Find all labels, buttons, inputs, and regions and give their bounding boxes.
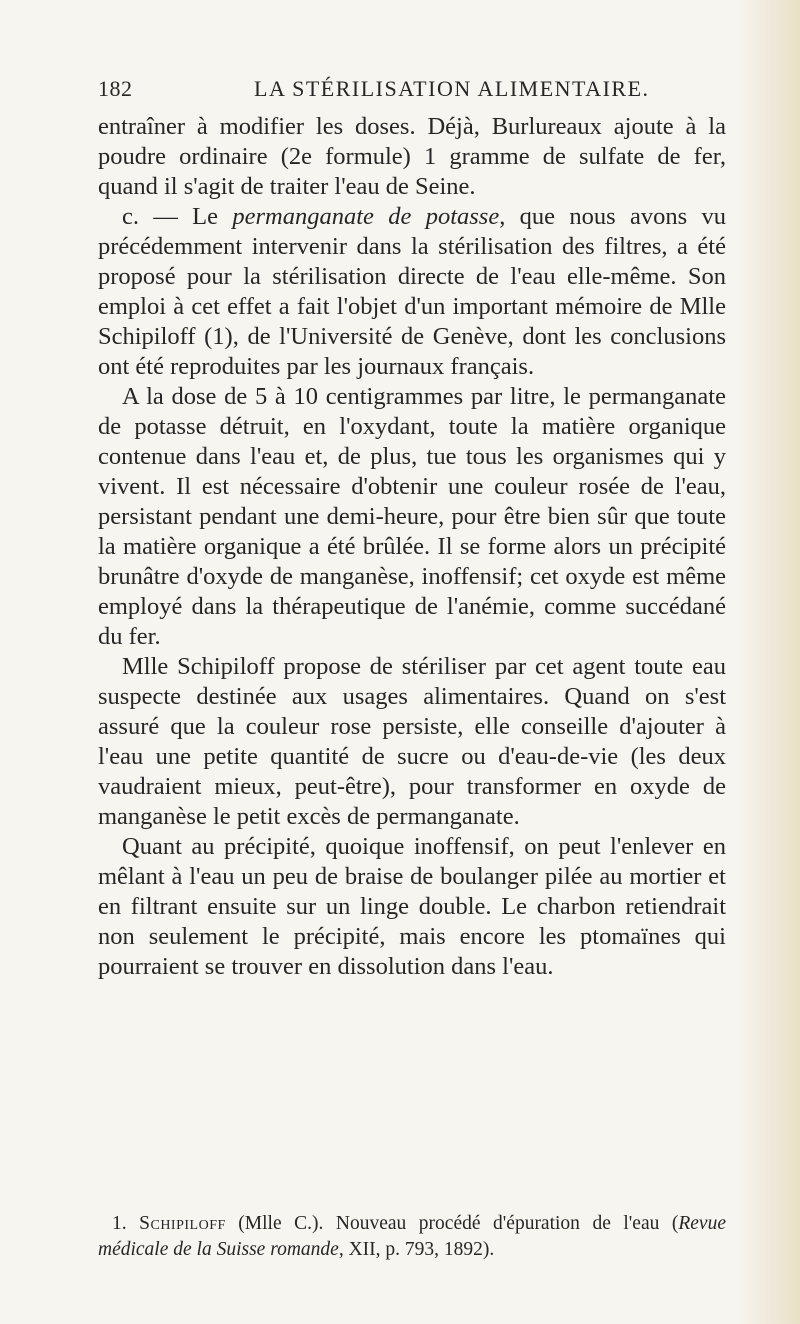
running-title: LA STÉRILISATION ALIMENTAIRE.	[254, 76, 650, 101]
page-number: 182	[98, 76, 133, 101]
paragraph-permanganate	[98, 202, 726, 382]
footnote-text: (Mlle C.). Nouveau procédé d'épuration de l'eau (	[225, 1213, 679, 1234]
page-header	[98, 76, 718, 106]
main-text	[98, 112, 726, 982]
italic-term: permanganate de potasse	[232, 203, 500, 230]
paragraph-label: c. — Le	[122, 203, 233, 230]
paragraph-text: , que nous avons vu précédemment intervenir dans la stérilisation des filtres, a été proposé pour la stérilisation directe de l'eau elle-même. Son emploi à cet effet a fait l'objet d'un important mémoire de Mlle Schipiloff (1), de l'Université de Genève, dont les conclusions ont été reproduites par les journaux français.	[98, 203, 726, 380]
footnote-number: 1.	[112, 1213, 140, 1234]
footnote-journal: Revue médicale de la Suisse romande	[98, 1213, 726, 1260]
footnote	[98, 1211, 726, 1263]
footnote-author: Schipiloff	[139, 1213, 226, 1234]
paragraph-schipiloff: Mlle Schipiloff propose de stériliser par cet agent toute eau suspecte destinée aux usages alimentaires. Quand on s'est assuré que la couleur rose persiste, elle conseille d'ajouter à l'eau une petite quantité de sucre ou d'eau-de-vie (les deux vaudraient mieux, peut-être), pour transformer en oxyde de manganèse le petit excès de permanganate.	[98, 653, 726, 830]
paragraph-continuation: entraîner à modifier les doses. Déjà, Burlureaux ajoute à la poudre ordinaire (2e formule) 1 gramme de sulfate de fer, quand il s'agit de traiter l'eau de Seine.	[98, 113, 726, 200]
footnote-citation: , XII, p. 793, 1892).	[338, 1239, 495, 1260]
paragraph-dose: A la dose de 5 à 10 centigrammes par litre, le permanganate de potasse détruit, en l'oxydant, toute la matière organique contenue dans l'eau et, de plus, tue tous les organismes qui y vivent. Il est nécessaire d'obtenir une couleur rosée de l'eau, persistant pendant une demi-heure, pour être bien sûr que toute la matière organique a été brûlée. Il se forme alors un précipité brunâtre d'oxyde de manganèse, inoffensif; cet oxyde est même employé dans la thérapeutique de l'anémie, comme succédané du fer.	[98, 383, 726, 650]
paragraph-precipitate: Quant au précipité, quoique inoffensif, on peut l'enlever en mêlant à l'eau un peu de braise de boulanger pilée au mortier et en filtrant ensuite sur un linge double. Le charbon retiendrait non seulement le précipité, mais encore les ptomaïnes qui pourraient se trouver en dissolution dans l'eau.	[98, 833, 726, 980]
